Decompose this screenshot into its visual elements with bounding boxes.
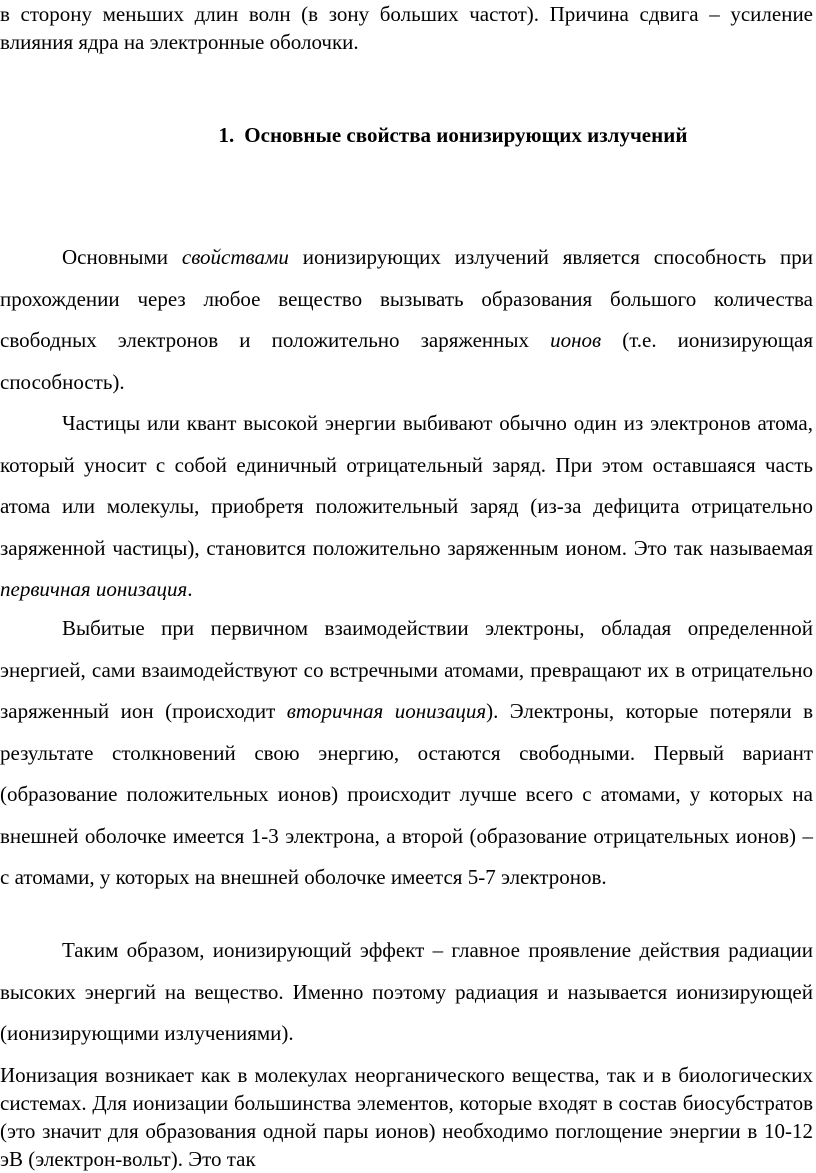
p3-text-c: ). Электроны, которые потеряли в результате столкновений свою энергию, остаются свободными. Первый вариант (образование положительных ионов) происходит лучше всего с атомами, у которых на внешней оболочке имеется 1-3 электрона, а второй (образование отрицательных ионов) – с атомами, у которых на внешней оболочке имеется 5-7 электронов. (0, 699, 814, 889)
term-ionov: ионов (550, 328, 602, 352)
term-secondary-ionization: вторичная ионизация (286, 699, 487, 723)
intro-text: в сторону меньших длин волн (в зону больших частот). Причина сдвига – усиление влияния ядра на электронные оболочки. (0, 2, 813, 54)
p3-text-a: Выбитые при первичном взаимодействии электроны, обладая определенной энергией, сами взаимодействуют со встречными атомами, превращают их в отрицательно заряженный ион (происходит (0, 616, 813, 723)
term-primary-ionization: первичная ионизация (0, 577, 188, 601)
p5-text: Ионизация возникает как в молекулах неорганического вещества, так и в биологических системах. Для ионизации большинства элементов, которые входят в состав биосубстратов (это значит для образования одной пары ионов) необходимо поглощение энергии в 10-12 эВ (электрон-вольт). Это так (0, 1063, 813, 1171)
paragraph-primary-ionization (0, 403, 813, 611)
section-title: Основные свойства ионизирующих излучений (244, 123, 688, 147)
p2-text-a: Частицы или квант высокой энергии выбивают обычно один из электронов атома, который уносит с собой единичный отрицательный заряд. При этом оставшаяся часть атома или молекулы, приобретя положительный заряд (из-за дефицита отрицательно заряженной частицы), становится положительно заряженным ионом. Это так называемая (0, 411, 813, 560)
p4-text: Таким образом, ионизирующий эффект – главное проявление действия радиации высоких энергий на вещество. Именно поэтому радиация и называется ионизирующей (ионизирующими излучениями). (0, 938, 813, 1045)
paragraph-properties (0, 237, 813, 403)
term-svoistvami: свойствами (181, 245, 289, 269)
paragraph-ionization-energy (0, 1061, 813, 1173)
paragraph-ionizing-effect (0, 930, 813, 1055)
section-number: 1. (218, 123, 235, 147)
p2-text-c: . (187, 577, 193, 601)
p1-text-c: ионизирующих излучений является способность при прохождении через любое вещество вызывать образования большого количества свободных электронов и положительно заряженных (0, 245, 813, 352)
paragraph-secondary-ionization (0, 608, 813, 899)
intro-paragraph (0, 0, 813, 56)
p1-text-a: Основными (62, 245, 182, 269)
p1-text-e: (т.е. ионизирующая способность). (0, 328, 813, 394)
section-heading (0, 120, 816, 150)
